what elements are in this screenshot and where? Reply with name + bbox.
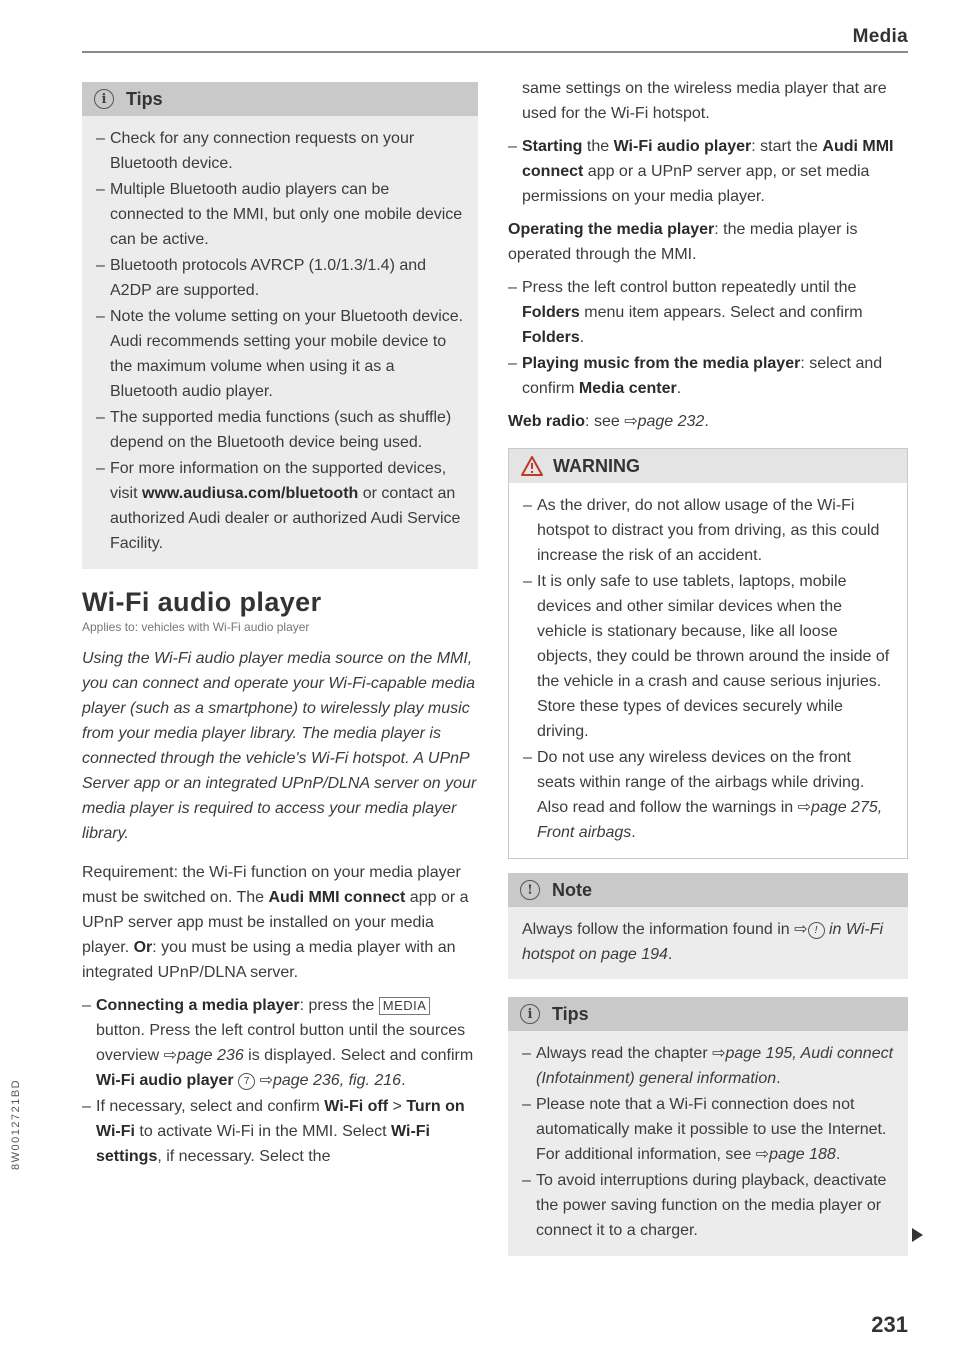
page-ref[interactable]	[624, 413, 704, 430]
note-title: Note	[552, 879, 592, 900]
right-column	[508, 76, 908, 1274]
bold-text: Wi-Fi audio player	[96, 1072, 234, 1089]
text: , if necessary. Select the	[157, 1148, 331, 1165]
header-rule	[82, 51, 908, 53]
text: : you must be using a media player with an integrated UPnP/DLNA server.	[82, 939, 456, 981]
ref-text: page 236	[176, 1047, 244, 1064]
text: .	[704, 413, 709, 430]
continue-arrow-icon	[912, 1228, 923, 1242]
list-item	[522, 1092, 894, 1167]
text: : press the	[299, 997, 379, 1014]
list-item: – The supported media functions (such as shuffle) depend on the Bluetooth device being used.	[96, 405, 464, 455]
bold-text: Folders	[522, 329, 580, 346]
text: .	[579, 329, 585, 346]
ref-text: in Wi-Fi hotspot on page 194	[522, 921, 884, 963]
arrow-icon: ⇨	[712, 1045, 726, 1062]
list-item: – To avoid interruptions during playback, deactivate the power saving function on the media player or connect it to a charger.	[522, 1168, 894, 1243]
info-icon: i	[94, 89, 114, 109]
list-item	[82, 993, 478, 1093]
tips-box-body	[82, 116, 478, 569]
list-item: – Multiple Bluetooth audio players can be connected to the MMI, but only one mobile device can be active.	[96, 177, 464, 252]
list-item: – Note the volume setting on your Bluetooth device. Audi recommends setting your mobile device to the maximum volume when using it as a Bluetooth audio player.	[96, 304, 464, 404]
list-item	[508, 134, 908, 209]
list-item	[96, 456, 464, 556]
list-item	[523, 745, 893, 845]
bold-text: Wi-Fi audio player	[613, 138, 752, 155]
text: : the media player is operated through the MMI.	[508, 221, 858, 263]
page-ref[interactable]	[260, 1072, 402, 1089]
tips-box	[82, 82, 478, 569]
document-code: 8W0012721BD	[10, 1078, 22, 1170]
bold-text: Folders	[522, 304, 580, 321]
list-item	[522, 1041, 894, 1091]
text: : select and confirm	[522, 355, 883, 397]
list-item: – As the driver, do not allow usage of the Wi-Fi hotspot to distract you from driving, as this could increase the risk of an accident.	[523, 493, 893, 568]
tips-header	[508, 997, 908, 1031]
list-item	[508, 351, 908, 401]
page-number: 231	[871, 1312, 908, 1337]
tips-box-right	[508, 997, 908, 1256]
tips-body	[508, 1031, 908, 1256]
applies-to: Applies to: vehicles with Wi-Fi audio player	[82, 620, 310, 634]
text: button. Press the left control button until the sources overview	[96, 1022, 466, 1064]
bold-text: Audi MMI connect	[522, 138, 894, 180]
text: If necessary, select and confirm	[96, 1098, 325, 1115]
text: or contact an authorized Audi dealer or authorized Audi Service Facility.	[110, 485, 461, 552]
operating-list	[508, 275, 908, 401]
ref-text: page 275, Front airbags	[537, 799, 883, 841]
arrow-icon: ⇨	[624, 413, 638, 430]
ref-text: page 236, fig. 216	[272, 1072, 402, 1089]
section-heading: Wi-Fi audio player	[82, 587, 322, 617]
page-ref[interactable]	[756, 1146, 836, 1163]
requirement-paragraph	[82, 860, 478, 985]
note-text	[522, 917, 894, 967]
left-column	[82, 82, 478, 1170]
list-item: – Bluetooth protocols AVRCP (1.0/1.3/1.4) and A2DP are supported.	[96, 253, 464, 303]
text: Requirement: the Wi-Fi function on your media player must be switched on. The	[82, 864, 461, 906]
text: Always read the chapter	[536, 1045, 713, 1062]
bold-text: Operating the media player	[508, 221, 715, 238]
note-ref-icon: !	[808, 922, 825, 939]
bold-text: Starting	[522, 138, 583, 155]
info-icon: i	[520, 1004, 540, 1024]
bold-text: Or	[133, 939, 153, 956]
bold-text: Media center	[578, 380, 677, 397]
arrow-icon: ⇨	[259, 1072, 273, 1089]
ref-text: page 232	[637, 413, 705, 430]
bold-text: Web radio	[508, 413, 586, 430]
arrow-icon: ⇨	[797, 799, 811, 816]
page-ref[interactable]	[164, 1047, 244, 1064]
warning-triangle-icon	[521, 456, 543, 476]
text: .	[401, 1072, 406, 1089]
bold-text: Connecting a media player	[96, 997, 300, 1014]
callout-number: 7	[238, 1073, 255, 1090]
operating-paragraph	[508, 217, 908, 267]
continued-text: same settings on the wireless media player that are used for the Wi-Fi hotspot.	[522, 80, 887, 122]
tips-list	[522, 1041, 894, 1243]
warning-box	[508, 448, 908, 859]
note-icon: !	[520, 880, 540, 900]
web-radio-paragraph	[508, 409, 908, 434]
text: is displayed. Select and confirm	[243, 1047, 474, 1064]
list-item	[82, 1094, 478, 1169]
tips-title: Tips	[552, 1003, 589, 1024]
text: .	[676, 380, 682, 397]
text: app or a UPnP server app, or set media permissions on your media player.	[522, 163, 870, 205]
media-key: MEDIA	[379, 997, 431, 1015]
steps-list	[82, 993, 478, 1169]
list-item: – Check for any connection requests on your Bluetooth device.	[96, 126, 464, 176]
text: : see	[585, 413, 625, 430]
text: to activate Wi-Fi in the MMI. Select	[134, 1123, 392, 1140]
tips-list	[96, 126, 464, 556]
text: Press the left control button repeatedly until the	[522, 279, 857, 296]
text: : start the	[751, 138, 823, 155]
text: >	[388, 1098, 407, 1115]
start-list	[508, 134, 908, 209]
arrow-icon: ⇨	[794, 921, 808, 938]
text: .	[776, 1070, 781, 1087]
list-item: – It is only safe to use tablets, laptops, mobile devices and other similar devices when the vehicle is stationary because, like all loose objects, they could be thrown around the inside of the vehicle in a crash and cause serious injuries. Store these types of devices securely while driving.	[523, 569, 893, 744]
text: .	[667, 946, 673, 963]
note-box	[508, 873, 908, 979]
text: .	[631, 824, 636, 841]
warning-header	[509, 449, 907, 483]
bold-text: Turn on Wi-Fi	[96, 1098, 465, 1140]
arrow-icon: ⇨	[163, 1047, 177, 1064]
text: app or a UPnP server app must be installed on your media player.	[82, 889, 469, 956]
text: Please note that a Wi-Fi connection does not automatically make it possible to use the Internet. For additional information, see	[536, 1096, 887, 1163]
list-item	[508, 275, 908, 350]
tips-box-title: Tips	[126, 88, 163, 109]
ref-text: page 195, Audi connect (Infotainment) general information	[536, 1045, 894, 1087]
text: menu item appears. Select and confirm	[579, 304, 863, 321]
text: Do not use any wireless devices on the front seats within range of the airbags while driving. Also read and follow the warnings in	[537, 749, 865, 816]
intro-paragraph: Using the Wi-Fi audio player media source on the MMI, you can connect and operate your Wi-Fi-capable media player (such as a smartphone) to wirelessly play music from your media player library. The media player is connected through the vehicle's Wi-Fi hotspot. A UPnP Server app or an integrated UPnP/DLNA server on your media player is required to access your media player library.	[82, 650, 477, 842]
text: Always follow the information found in	[522, 921, 795, 938]
tips-box-header	[82, 82, 478, 116]
warning-body	[509, 483, 907, 858]
warning-list	[523, 493, 893, 845]
bluetooth-link[interactable]: www.audiusa.com/bluetooth	[142, 485, 359, 502]
text: .	[835, 1146, 841, 1163]
bold-text: Playing music from the media player	[522, 355, 801, 372]
text: the	[582, 138, 614, 155]
ref-text: page 188	[769, 1146, 836, 1163]
bold-text: Wi-Fi off	[324, 1098, 389, 1115]
section-title: Media	[852, 26, 908, 47]
warning-title: WARNING	[553, 455, 640, 476]
bold-text: Audi MMI connect	[268, 889, 406, 906]
note-body	[508, 907, 908, 979]
text: For more information on the supported devices, visit	[110, 460, 447, 502]
bold-text: Wi-Fi settings	[96, 1123, 430, 1165]
arrow-icon: ⇨	[755, 1146, 770, 1163]
note-header	[508, 873, 908, 907]
